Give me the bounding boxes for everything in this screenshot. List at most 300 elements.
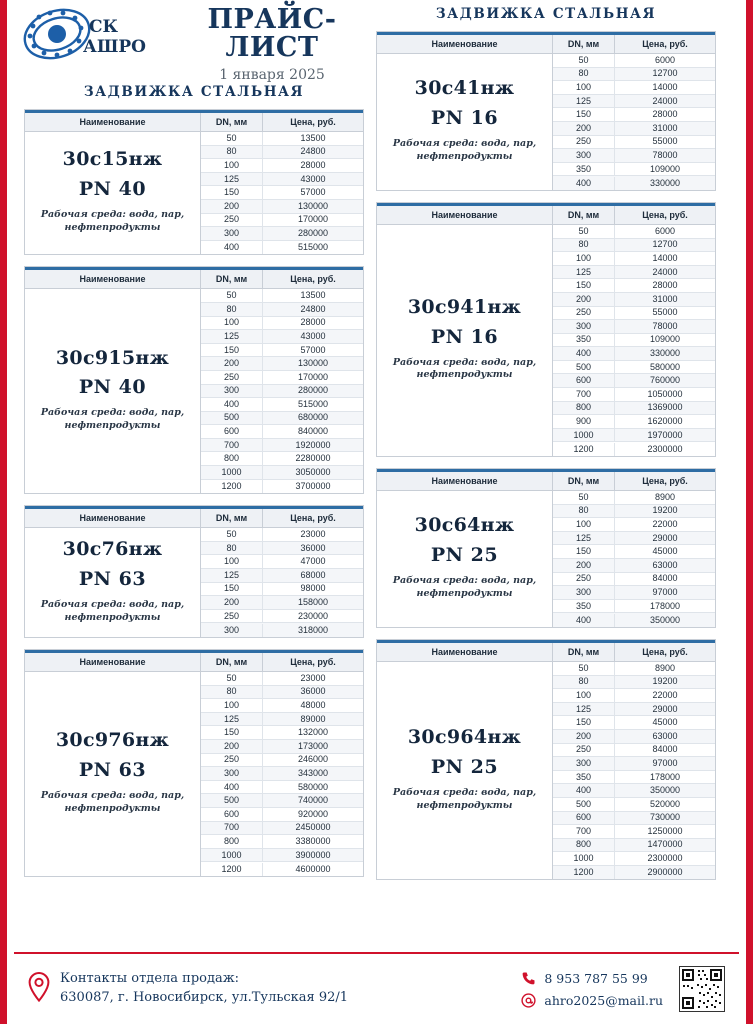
cell-price: 28000 — [300, 317, 326, 328]
cell-price: 2300000 — [647, 443, 683, 454]
content-columns — [24, 0, 729, 891]
cell-price: 680000 — [297, 412, 329, 423]
column-header-dn: DN, мм — [201, 270, 263, 288]
cell-price: 97000 — [652, 757, 678, 768]
cell-dn: 250 — [553, 743, 615, 756]
price-table — [201, 672, 363, 876]
table-header-row — [25, 509, 363, 528]
cell-dn: 400 — [553, 614, 615, 627]
table-row — [201, 159, 363, 173]
table-row — [553, 239, 715, 253]
footer-contacts-label: Контакты отдела продаж: — [60, 971, 240, 987]
table-row — [201, 146, 363, 160]
cell-dn: 50 — [553, 54, 615, 67]
product-pressure-rating: PN 16 — [430, 325, 499, 348]
footer-address: 630087, г. Новосибирск, ул.Тульская 92/1 — [60, 990, 349, 1005]
table-row — [553, 388, 715, 402]
cell-price: 178000 — [649, 600, 681, 611]
cell-price: 178000 — [649, 771, 681, 782]
cell-dn: 80 — [201, 542, 263, 555]
cell-dn: 50 — [201, 132, 263, 145]
cell-price: 22000 — [652, 519, 678, 530]
cell-dn: 350 — [553, 771, 615, 784]
table-row — [201, 330, 363, 344]
card-body — [25, 132, 363, 254]
cell-price: 920000 — [297, 808, 329, 819]
cell-dn: 350 — [553, 163, 615, 176]
table-row — [201, 439, 363, 453]
cell-price: 23000 — [300, 672, 326, 683]
cell-price: 109000 — [649, 334, 681, 345]
table-row — [201, 596, 363, 610]
table-row — [201, 186, 363, 200]
table-row — [553, 225, 715, 239]
cell-dn: 80 — [201, 145, 263, 158]
cell-dn: 125 — [201, 569, 263, 582]
cell-dn: 900 — [553, 415, 615, 428]
product-card — [376, 468, 716, 628]
cell-dn: 200 — [201, 596, 263, 609]
footer-channels — [521, 971, 663, 1008]
logo-text-sk: СК — [89, 17, 118, 37]
cell-dn: 50 — [553, 662, 615, 675]
product-card — [376, 202, 716, 457]
table-row — [553, 429, 715, 443]
cell-price: 109000 — [649, 163, 681, 174]
card-body — [377, 662, 715, 880]
cell-dn: 80 — [553, 67, 615, 80]
cell-dn: 150 — [201, 582, 263, 595]
table-row — [553, 545, 715, 559]
cell-dn: 300 — [201, 624, 263, 637]
cell-price: 84000 — [652, 744, 678, 755]
cell-price: 170000 — [297, 371, 329, 382]
cell-price: 173000 — [297, 740, 329, 751]
product-model: 30с964нж — [407, 725, 522, 748]
footer-phone: 8 953 787 55 99 — [544, 970, 648, 986]
table-row — [553, 600, 715, 614]
left-card-list — [24, 109, 364, 877]
product-identity — [25, 132, 201, 254]
cell-dn: 125 — [553, 95, 615, 108]
card-body — [377, 54, 715, 190]
product-identity — [377, 54, 553, 190]
cell-price: 31000 — [652, 122, 678, 133]
table-row — [553, 866, 715, 880]
cell-dn: 1000 — [201, 466, 263, 479]
cell-dn: 600 — [553, 374, 615, 387]
table-row — [553, 415, 715, 429]
cell-dn: 80 — [553, 675, 615, 688]
price-list-page — [7, 0, 746, 1024]
footer-phone-row[interactable] — [521, 971, 663, 986]
product-media-note: Рабочая среда: вода, пар, нефтепродукты — [392, 786, 537, 811]
cell-price: 98000 — [300, 583, 326, 594]
table-row — [553, 573, 715, 587]
cell-price: 78000 — [652, 320, 678, 331]
table-row — [553, 491, 715, 505]
product-pressure-rating: PN 25 — [430, 755, 499, 778]
table-row — [201, 808, 363, 822]
cell-price: 57000 — [300, 344, 326, 355]
table-row — [553, 163, 715, 177]
cell-dn: 80 — [553, 238, 615, 251]
cell-dn: 800 — [553, 401, 615, 414]
price-table — [201, 289, 363, 493]
cell-price: 318000 — [297, 624, 329, 635]
cell-dn: 150 — [201, 186, 263, 199]
table-row — [201, 289, 363, 303]
cell-dn: 200 — [201, 357, 263, 370]
table-row — [553, 689, 715, 703]
cell-price: 13500 — [300, 132, 326, 143]
table-row — [553, 320, 715, 334]
cell-dn: 150 — [553, 279, 615, 292]
table-row — [201, 569, 363, 583]
cell-price: 28000 — [652, 109, 678, 120]
table-row — [201, 173, 363, 187]
table-row — [201, 303, 363, 317]
cell-dn: 100 — [201, 316, 263, 329]
table-row — [553, 716, 715, 730]
product-card — [24, 109, 364, 255]
cell-dn: 400 — [553, 347, 615, 360]
table-row — [201, 466, 363, 480]
cell-dn: 50 — [201, 289, 263, 302]
price-table — [553, 54, 715, 190]
table-row — [553, 505, 715, 519]
cell-price: 132000 — [297, 727, 329, 738]
footer-email-row[interactable] — [521, 993, 663, 1008]
right-section-heading: ЗАДВИЖКА СТАЛЬНАЯ — [435, 6, 657, 22]
table-row — [553, 613, 715, 627]
cell-dn: 150 — [553, 545, 615, 558]
cell-dn: 150 — [201, 344, 263, 357]
table-row — [553, 136, 715, 150]
cell-price: 1050000 — [647, 388, 683, 399]
cell-price: 55000 — [652, 307, 678, 318]
cell-dn: 600 — [201, 808, 263, 821]
footer-email: ahro2025@mail.ru — [544, 992, 663, 1008]
cell-price: 350000 — [649, 614, 681, 625]
cell-price: 57000 — [300, 187, 326, 198]
cell-dn: 350 — [553, 600, 615, 613]
cell-dn: 400 — [201, 398, 263, 411]
table-row — [201, 317, 363, 331]
table-row — [553, 812, 715, 826]
product-card — [24, 266, 364, 494]
cell-dn: 1200 — [201, 863, 263, 876]
cell-price: 24000 — [652, 95, 678, 106]
cell-price: 78000 — [652, 149, 678, 160]
cell-price: 2280000 — [295, 453, 331, 464]
cell-price: 12700 — [652, 239, 678, 250]
column-header-dn: DN, мм — [201, 653, 263, 671]
cell-dn: 150 — [553, 716, 615, 729]
cell-price: 1470000 — [647, 839, 683, 850]
cell-dn: 400 — [201, 781, 263, 794]
cell-price: 63000 — [652, 559, 678, 570]
product-pressure-rating: PN 25 — [430, 544, 499, 567]
cell-dn: 125 — [201, 713, 263, 726]
cell-price: 3050000 — [295, 466, 331, 477]
left-section-heading: ЗАДВИЖКА СТАЛЬНАЯ — [83, 84, 305, 100]
table-row — [201, 835, 363, 849]
table-row — [553, 662, 715, 676]
table-row — [553, 784, 715, 798]
table-row — [201, 754, 363, 768]
cell-price: 19200 — [652, 676, 678, 687]
cell-price: 29000 — [652, 532, 678, 543]
cell-price: 31000 — [652, 293, 678, 304]
cell-dn: 300 — [553, 149, 615, 162]
product-model: 30с941нж — [407, 295, 522, 318]
cell-price: 1250000 — [647, 825, 683, 836]
cell-price: 14000 — [652, 252, 678, 263]
product-model: 30с915нж — [55, 346, 170, 369]
product-media-note: Рабочая среда: вода, пар, нефтепродукты — [392, 356, 537, 381]
right-card-list — [376, 31, 716, 880]
cell-price: 2450000 — [295, 822, 331, 833]
cell-price: 23000 — [300, 529, 326, 540]
cell-dn: 200 — [553, 559, 615, 572]
table-row — [553, 757, 715, 771]
table-row — [553, 586, 715, 600]
cell-dn: 700 — [201, 821, 263, 834]
product-model: 30с76нж — [62, 537, 163, 560]
table-row — [553, 839, 715, 853]
cell-dn: 200 — [553, 293, 615, 306]
cell-price: 36000 — [300, 686, 326, 697]
qr-code[interactable] — [679, 966, 725, 1012]
right-column — [376, 0, 716, 891]
cell-price: 330000 — [649, 348, 681, 359]
cell-price: 840000 — [297, 426, 329, 437]
table-row — [201, 849, 363, 863]
table-row — [201, 398, 363, 412]
cell-price: 170000 — [297, 214, 329, 225]
product-media-note: Рабочая среда: вода, пар, нефтепродукты — [40, 790, 185, 814]
cell-dn: 700 — [553, 388, 615, 401]
table-row — [553, 532, 715, 546]
column-header-dn: DN, мм — [201, 113, 263, 131]
cell-dn: 125 — [553, 266, 615, 279]
price-table — [553, 225, 715, 456]
table-header-row — [377, 206, 715, 225]
card-body — [377, 491, 715, 627]
price-table — [553, 662, 715, 880]
right-red-rail — [746, 0, 753, 1024]
column-header-name: Наименование — [25, 653, 201, 671]
cell-dn: 600 — [553, 811, 615, 824]
cell-dn: 300 — [201, 227, 263, 240]
column-header-dn: DN, мм — [553, 472, 615, 490]
cell-price: 280000 — [297, 385, 329, 396]
cell-dn: 200 — [201, 740, 263, 753]
cell-price: 24000 — [652, 266, 678, 277]
table-row — [201, 781, 363, 795]
cell-price: 515000 — [297, 242, 329, 253]
cell-dn: 150 — [553, 108, 615, 121]
cell-dn: 250 — [201, 610, 263, 623]
table-header-row — [377, 472, 715, 491]
footer-address-block — [60, 970, 348, 1008]
cell-price: 28000 — [652, 280, 678, 291]
price-table — [201, 528, 363, 637]
column-header-dn: DN, мм — [553, 643, 615, 661]
product-card — [24, 505, 364, 638]
cell-price: 47000 — [300, 556, 326, 567]
product-identity — [25, 289, 201, 493]
cell-price: 1369000 — [647, 402, 683, 413]
table-row — [553, 347, 715, 361]
column-header-dn: DN, мм — [201, 509, 263, 527]
cell-dn: 100 — [201, 159, 263, 172]
product-media-note: Рабочая среда: вода, пар, нефтепродукты — [40, 598, 185, 623]
column-header-name: Наименование — [25, 113, 201, 131]
table-row — [201, 699, 363, 713]
cell-dn: 250 — [553, 306, 615, 319]
cell-dn: 100 — [201, 699, 263, 712]
product-pressure-rating: PN 16 — [430, 107, 499, 130]
table-row — [553, 307, 715, 321]
table-row — [201, 200, 363, 214]
table-row — [201, 385, 363, 399]
table-row — [201, 713, 363, 727]
table-row — [553, 703, 715, 717]
column-header-price: Цена, руб. — [290, 274, 336, 285]
table-row — [201, 227, 363, 241]
table-header-row — [25, 113, 363, 132]
cell-dn: 250 — [201, 371, 263, 384]
table-row — [201, 623, 363, 637]
cell-price: 130000 — [297, 200, 329, 211]
product-card — [376, 639, 716, 881]
cell-dn: 1000 — [553, 852, 615, 865]
column-header-price: Цена, руб. — [642, 646, 688, 657]
cell-price: 55000 — [652, 136, 678, 147]
table-header-row — [377, 643, 715, 662]
product-identity — [377, 225, 553, 456]
table-header-row — [377, 35, 715, 54]
cell-price: 330000 — [649, 177, 681, 188]
product-identity — [377, 491, 553, 627]
cell-dn: 700 — [553, 825, 615, 838]
table-row — [553, 518, 715, 532]
table-row — [201, 452, 363, 466]
cell-dn: 200 — [553, 122, 615, 135]
table-row — [201, 726, 363, 740]
table-row — [201, 672, 363, 686]
product-media-note: Рабочая среда: вода, пар, нефтепродукты — [40, 407, 185, 432]
product-media-note: Рабочая среда: вода, пар, нефтепродукты — [392, 575, 537, 599]
cell-dn: 300 — [201, 384, 263, 397]
cell-price: 68000 — [300, 569, 326, 580]
cell-price: 6000 — [654, 54, 676, 65]
cell-dn: 600 — [201, 425, 263, 438]
cell-price: 730000 — [649, 812, 681, 823]
cell-price: 45000 — [652, 546, 678, 557]
cell-price: 158000 — [297, 597, 329, 608]
table-row — [553, 279, 715, 293]
table-row — [553, 149, 715, 163]
cell-price: 43000 — [300, 330, 326, 341]
price-date: 1 января 2025 — [219, 66, 325, 83]
table-row — [553, 266, 715, 280]
product-identity — [25, 528, 201, 637]
cell-price: 580000 — [297, 781, 329, 792]
cell-price: 343000 — [297, 767, 329, 778]
product-identity — [377, 662, 553, 880]
table-row — [553, 361, 715, 375]
table-header-row — [25, 653, 363, 672]
cell-price: 3700000 — [295, 480, 331, 491]
cell-dn: 80 — [201, 685, 263, 698]
cell-price: 2900000 — [647, 867, 683, 878]
column-header-dn: DN, мм — [553, 206, 615, 224]
product-pressure-rating: PN 63 — [78, 759, 147, 782]
cell-dn: 800 — [201, 452, 263, 465]
card-body — [25, 672, 363, 876]
price-table — [201, 132, 363, 254]
column-header-price: Цена, руб. — [642, 39, 688, 49]
cell-price: 28000 — [300, 159, 326, 170]
cell-dn: 100 — [553, 518, 615, 531]
table-row — [201, 412, 363, 426]
table-row — [553, 334, 715, 348]
table-header-row — [25, 270, 363, 289]
table-row — [201, 425, 363, 439]
cell-price: 43000 — [300, 173, 326, 184]
table-row — [201, 583, 363, 597]
cell-price: 45000 — [652, 717, 678, 728]
cell-dn: 800 — [553, 838, 615, 851]
page-footer — [14, 952, 739, 1024]
cell-price: 515000 — [297, 398, 329, 409]
cell-dn: 100 — [553, 81, 615, 94]
cell-dn: 200 — [553, 730, 615, 743]
product-media-note: Рабочая среда: вода, пар, нефтепродукты — [40, 209, 185, 234]
cell-dn: 350 — [553, 333, 615, 346]
cell-price: 3900000 — [295, 849, 331, 860]
table-row — [201, 214, 363, 228]
cell-price: 84000 — [652, 573, 678, 584]
product-identity — [25, 672, 201, 876]
logo-text-ahro: АШРО — [83, 37, 146, 57]
cell-dn: 50 — [201, 672, 263, 685]
cell-dn: 400 — [201, 241, 263, 254]
product-model: 30с15нж — [62, 148, 163, 171]
cell-dn: 250 — [201, 753, 263, 766]
cell-price: 12700 — [652, 68, 678, 79]
cell-dn: 80 — [553, 504, 615, 517]
table-row — [553, 176, 715, 190]
left-column — [24, 78, 364, 888]
cell-dn: 400 — [553, 784, 615, 797]
cell-dn: 150 — [201, 726, 263, 739]
table-row — [553, 798, 715, 812]
column-header-price: Цена, руб. — [290, 117, 336, 127]
column-header-price: Цена, руб. — [290, 657, 336, 667]
table-row — [201, 740, 363, 754]
cell-price: 1620000 — [647, 416, 683, 427]
product-pressure-rating: PN 63 — [78, 567, 147, 590]
cell-dn: 300 — [553, 757, 615, 770]
cell-price: 580000 — [649, 361, 681, 372]
cell-price: 97000 — [652, 586, 678, 597]
table-row — [553, 252, 715, 266]
cell-price: 6000 — [654, 225, 676, 236]
